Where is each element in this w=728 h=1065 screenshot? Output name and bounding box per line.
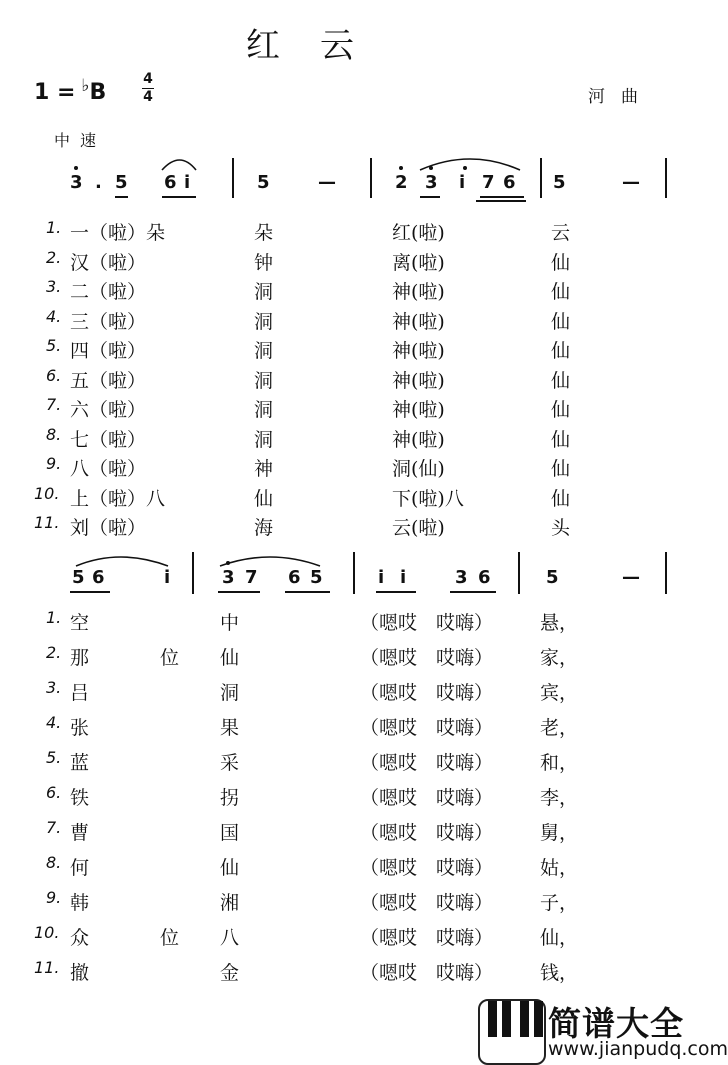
lyric-b-4: （嗯哎 哎嗨） [360, 647, 494, 669]
note-row2-1: 6 [92, 567, 105, 588]
lyric-b-3: 采 [220, 752, 240, 774]
note-row2-8: i [400, 567, 407, 588]
lyric-b-3: 金 [220, 962, 240, 984]
note-row1-9: i [459, 172, 466, 193]
lyric-b-1: 空 [70, 612, 90, 634]
lyric-a-4: 仙 [551, 340, 571, 362]
verse-number: 3. [46, 277, 62, 296]
lyric-b-4: （嗯哎 哎嗨） [360, 962, 494, 984]
lyric-b-5: 和， [540, 752, 579, 774]
lyric-b-2: 位 [160, 647, 180, 669]
lyric-a-1: 三（啦） [70, 310, 147, 333]
song-origin: 河曲 [588, 87, 654, 107]
lyric-a-4: 云 [551, 222, 571, 244]
lyric-a-3: 云(啦) [392, 517, 445, 539]
song-title: 红云 [246, 26, 394, 66]
lyric-a-2: 洞 [254, 399, 274, 421]
lyric-a-4: 头 [551, 517, 571, 539]
lyric-b-1: 何 [70, 857, 90, 879]
verse-number: 1. [46, 608, 62, 627]
lyric-a-1: 汉（啦） [70, 251, 147, 274]
lyric-a-3: 神(啦) [392, 399, 445, 421]
verse-number: 4. [46, 713, 62, 732]
lyric-b-1: 蓝 [70, 752, 90, 774]
lyric-a-1: 二（啦） [70, 281, 147, 303]
verse-number: 7. [46, 818, 62, 837]
lyric-a-2: 仙 [254, 487, 274, 510]
lyric-a-3: 下(啦)八 [392, 487, 464, 510]
lyric-a-4: 仙 [551, 458, 571, 480]
lyric-a-4: 仙 [551, 428, 571, 451]
note-row2-10: 6 [478, 567, 491, 588]
verse-number: 10. [34, 483, 60, 503]
verse-number: 8. [46, 424, 62, 444]
verse-number: 11. [34, 513, 60, 532]
lyric-b-3: 拐 [220, 787, 240, 809]
note-row1-7: 2 [395, 172, 408, 193]
lyric-b-3: 湘 [220, 892, 240, 914]
note-row1-5: 5 [257, 172, 270, 193]
note-row1-6: — [318, 172, 336, 193]
verse-number: 1. [46, 218, 62, 237]
note-row1-4: i [184, 172, 191, 193]
lyric-b-4: （嗯哎 哎嗨） [360, 612, 494, 634]
watermark-brand: 简谱大全 [548, 1004, 684, 1043]
verse-number: 9. [46, 454, 62, 473]
lyric-b-1: 韩 [70, 892, 90, 914]
lyric-a-1: 七（啦） [70, 428, 147, 451]
key-tonic: B [89, 80, 107, 105]
verse-number: 11. [34, 958, 60, 977]
lyric-b-4: （嗯哎 哎嗨） [360, 857, 494, 879]
lyric-a-2: 神 [254, 458, 274, 480]
lyric-a-4: 仙 [551, 251, 571, 274]
note-row1-2: 5 [115, 172, 128, 193]
note-row2-12: — [622, 567, 640, 588]
lyric-a-2: 钟 [254, 251, 274, 274]
lyric-a-1: 上（啦）八 [70, 487, 166, 510]
note-row2-2: i [164, 567, 171, 588]
lyric-a-1: 八（啦） [70, 458, 147, 480]
lyric-a-1: 刘（啦） [70, 517, 147, 539]
lyric-a-2: 洞 [254, 369, 274, 392]
lyric-b-3: 洞 [220, 682, 240, 704]
lyric-a-3: 神(啦) [392, 340, 445, 362]
lyric-a-4: 仙 [551, 487, 571, 510]
lyric-a-2: 洞 [254, 281, 274, 303]
lyric-a-2: 海 [254, 517, 274, 539]
note-row1-11: 6 [503, 172, 516, 193]
lyric-a-3: 神(啦) [392, 281, 445, 303]
lyric-a-1: 四（啦） [70, 340, 147, 362]
note-row1-0: 3 [70, 172, 83, 193]
lyric-b-5: 姑， [540, 857, 579, 879]
verse-number: 5. [46, 748, 62, 767]
slur-2 [76, 557, 168, 566]
note-row2-3: 3 [222, 567, 235, 588]
note-row1-3: 6 [164, 172, 177, 193]
lyric-b-1: 曹 [70, 822, 90, 844]
lyric-a-3: 洞(仙) [392, 458, 445, 480]
verse-number: 9. [46, 888, 62, 907]
lyric-a-2: 朵 [254, 222, 274, 244]
lyric-a-2: 洞 [254, 340, 274, 362]
lyric-b-5: 舅， [540, 822, 579, 844]
note-row2-4: 7 [245, 567, 258, 588]
note-row1-10: 7 [482, 172, 495, 193]
lyric-b-4: （嗯哎 哎嗨） [360, 717, 494, 739]
note-row2-7: i [378, 567, 385, 588]
lyric-b-3: 八 [220, 927, 240, 949]
lyric-b-4: （嗯哎 哎嗨） [360, 682, 494, 704]
lyric-b-3: 果 [220, 717, 240, 739]
slur-1 [420, 159, 520, 170]
verse-number: 2. [46, 643, 62, 662]
lyric-b-5: 仙， [540, 927, 579, 949]
lyric-a-4: 仙 [551, 399, 571, 421]
verse-number: 2. [46, 247, 62, 267]
note-row1-8: 3 [425, 172, 438, 193]
piano-icon [478, 999, 546, 1065]
lyric-a-3: 离(啦) [392, 251, 445, 274]
watermark-logo [468, 996, 728, 1065]
lyric-a-1: 六（啦） [70, 399, 147, 421]
lyric-b-2: 位 [160, 927, 180, 949]
lyric-a-3: 神(啦) [392, 310, 445, 333]
lyric-b-5: 钱， [540, 962, 579, 984]
verse-number: 8. [46, 853, 62, 872]
note-row1-12: 5 [553, 172, 566, 193]
lyric-a-3: 红(啦) [392, 222, 445, 244]
lyric-b-1: 撤 [70, 962, 90, 984]
note-row1-1: . [95, 172, 102, 193]
lyric-b-1: 众 [70, 927, 90, 949]
lyric-a-1: 一（啦）朵 [70, 222, 166, 244]
lyric-b-5: 宾， [540, 682, 579, 704]
lyric-a-3: 神(啦) [392, 369, 445, 392]
note-row2-11: 5 [546, 567, 559, 588]
time-signature-top: 4 [143, 71, 153, 87]
note-row2-0: 5 [72, 567, 85, 588]
flat-sign: ♭ [81, 76, 90, 96]
lyric-b-5: 李， [540, 787, 579, 809]
note-row2-6: 5 [310, 567, 323, 588]
lyric-a-2: 洞 [254, 310, 274, 333]
tempo-marking: 中速 [54, 131, 107, 150]
lyric-b-5: 子， [540, 892, 579, 914]
slur-3 [220, 557, 320, 566]
lyric-a-3: 神(啦) [392, 428, 445, 451]
verse-number: 10. [34, 923, 60, 942]
verse-number: 7. [46, 395, 62, 414]
lyric-b-3: 国 [220, 822, 240, 844]
lyric-b-4: （嗯哎 哎嗨） [360, 787, 494, 809]
slur-0 [162, 160, 196, 170]
lyric-b-4: （嗯哎 哎嗨） [360, 892, 494, 914]
lyric-b-1: 铁 [70, 787, 90, 809]
lyric-b-5: 家， [540, 647, 579, 669]
verse-number: 4. [46, 306, 62, 326]
note-row2-9: 3 [455, 567, 468, 588]
lyric-b-5: 悬， [540, 612, 579, 634]
lyric-b-5: 老， [540, 717, 579, 739]
lyric-b-4: （嗯哎 哎嗨） [360, 927, 494, 949]
lyric-a-4: 仙 [551, 369, 571, 392]
key-prefix: 1 = [34, 80, 76, 105]
lyric-b-4: （嗯哎 哎嗨） [360, 752, 494, 774]
note-row1-13: — [622, 172, 640, 193]
verse-number: 6. [46, 783, 62, 802]
time-signature-bottom: 4 [143, 89, 153, 105]
verse-number: 6. [46, 365, 62, 385]
verse-number: 3. [46, 678, 62, 697]
lyric-a-4: 仙 [551, 281, 571, 303]
lyric-b-1: 张 [70, 717, 90, 739]
lyric-a-4: 仙 [551, 310, 571, 333]
lyric-b-3: 仙 [220, 857, 240, 879]
note-row2-5: 6 [288, 567, 301, 588]
lyric-b-1: 那 [70, 647, 90, 669]
lyric-b-4: （嗯哎 哎嗨） [360, 822, 494, 844]
lyric-a-1: 五（啦） [70, 369, 147, 392]
lyric-b-1: 吕 [70, 682, 90, 704]
lyric-b-3: 中 [220, 612, 240, 634]
verse-number: 5. [46, 336, 62, 355]
watermark-domain: www.jianpudq.com [548, 1038, 728, 1060]
lyric-b-3: 仙 [220, 647, 240, 669]
lyric-a-2: 洞 [254, 428, 274, 451]
